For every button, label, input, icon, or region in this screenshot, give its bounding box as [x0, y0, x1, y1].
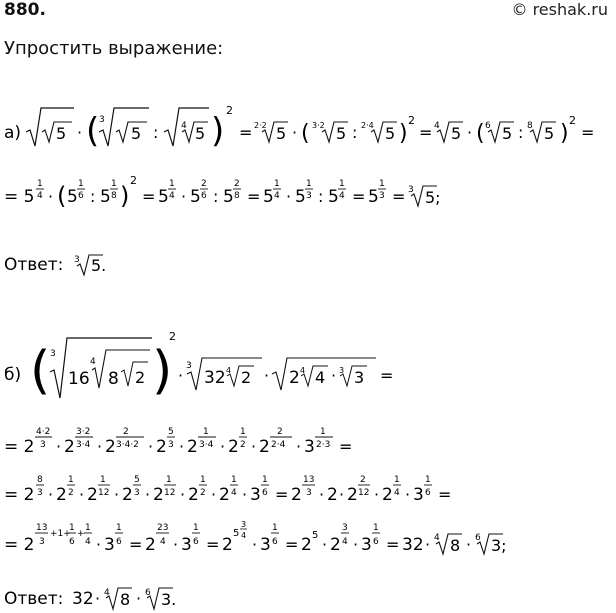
- svg-text:12: 12: [358, 488, 370, 498]
- svg-text:5: 5: [168, 427, 174, 437]
- svg-text:3: 3: [306, 488, 312, 498]
- svg-text:1: 1: [379, 179, 385, 189]
- svg-text:2: 2: [135, 368, 146, 387]
- svg-text:·: ·: [79, 485, 85, 504]
- svg-text:8: 8: [234, 191, 240, 201]
- svg-text:4: 4: [339, 191, 345, 201]
- svg-text:=: =: [386, 535, 400, 554]
- svg-text:1: 1: [320, 427, 326, 437]
- svg-text:4: 4: [434, 533, 440, 543]
- part-a-line-2: [4, 170, 614, 220]
- svg-text:3: 3: [74, 255, 80, 265]
- svg-text:·: ·: [178, 366, 184, 385]
- svg-text:·: ·: [181, 187, 187, 206]
- svg-text::: :: [213, 187, 219, 206]
- svg-text:): ): [399, 121, 408, 146]
- svg-text:3·4: 3·4: [199, 440, 214, 450]
- svg-text:=: =: [285, 535, 299, 554]
- svg-text:3: 3: [339, 366, 345, 375]
- svg-text:·: ·: [331, 366, 337, 385]
- svg-text:·: ·: [339, 485, 345, 504]
- svg-text::: :: [90, 187, 96, 206]
- svg-text:12: 12: [98, 488, 110, 498]
- svg-text:3: 3: [304, 437, 315, 457]
- svg-text:=: =: [392, 187, 406, 206]
- svg-text:13: 13: [36, 523, 48, 533]
- svg-text:3: 3: [306, 191, 312, 201]
- svg-text:2: 2: [240, 440, 246, 450]
- svg-text:4: 4: [226, 366, 232, 375]
- svg-text:2: 2: [219, 485, 230, 505]
- svg-text:2: 2: [408, 114, 415, 127]
- svg-text:= 2: = 2: [4, 437, 35, 457]
- svg-text:·: ·: [211, 485, 217, 504]
- svg-text:1: 1: [373, 523, 379, 533]
- svg-text:(: (: [30, 341, 51, 401]
- svg-text:3: 3: [408, 185, 414, 195]
- svg-text:2: 2: [289, 368, 300, 388]
- svg-text:5: 5: [368, 187, 379, 207]
- svg-text:·: ·: [319, 485, 325, 504]
- svg-text:5: 5: [451, 124, 462, 143]
- svg-text:5: 5: [502, 124, 513, 143]
- svg-text:(: (: [86, 111, 100, 151]
- svg-text:6: 6: [485, 121, 491, 131]
- svg-text:3·2: 3·2: [76, 427, 91, 437]
- svg-text:2: 2: [330, 535, 341, 555]
- svg-text:1: 1: [111, 179, 117, 189]
- svg-text:2: 2: [301, 535, 312, 555]
- svg-text:2·4: 2·4: [271, 440, 286, 450]
- svg-text:3: 3: [168, 440, 174, 450]
- svg-text:2: 2: [56, 485, 67, 505]
- part-b-line-3: [4, 466, 614, 516]
- svg-text:5: 5: [544, 124, 555, 143]
- part-b-line-4: [4, 514, 614, 566]
- svg-text:6: 6: [193, 537, 199, 547]
- svg-text:4: 4: [241, 531, 247, 540]
- svg-text:5: 5: [223, 187, 234, 207]
- svg-text:32: 32: [204, 368, 226, 388]
- svg-text:3: 3: [260, 535, 271, 555]
- svg-text:1: 1: [69, 523, 75, 533]
- svg-text:3.: 3.: [161, 590, 177, 609]
- svg-text:5: 5: [385, 124, 396, 143]
- svg-text:5: 5: [263, 187, 274, 207]
- svg-text:·: ·: [180, 485, 186, 504]
- svg-text:5: 5: [131, 124, 142, 143]
- svg-text:4: 4: [90, 357, 96, 367]
- svg-text:1: 1: [166, 475, 172, 485]
- svg-text:1: 1: [37, 179, 43, 189]
- svg-text:2: 2: [259, 437, 270, 457]
- svg-text:=: =: [247, 187, 261, 206]
- svg-text:5: 5: [233, 528, 240, 539]
- svg-text:= 5: = 5: [4, 187, 35, 207]
- svg-text:=: =: [352, 187, 366, 206]
- svg-text:6: 6: [262, 488, 268, 498]
- svg-text:5: 5: [67, 187, 78, 207]
- svg-text:4: 4: [274, 191, 280, 201]
- svg-text:·: ·: [466, 535, 472, 554]
- svg-text:6: 6: [272, 537, 278, 547]
- svg-text:2: 2: [277, 427, 283, 437]
- part-b-line-2: [4, 418, 614, 468]
- part-a-line-1: [4, 96, 614, 166]
- svg-text:32: 32: [72, 589, 94, 609]
- svg-text:б): б): [4, 365, 22, 385]
- svg-text:2·2: 2·2: [254, 121, 267, 130]
- svg-text:5: 5: [158, 187, 169, 207]
- svg-text:·: ·: [425, 535, 431, 554]
- svg-text:3: 3: [40, 440, 46, 450]
- svg-text:13: 13: [303, 475, 315, 485]
- svg-text:4: 4: [169, 191, 175, 201]
- svg-text:6: 6: [116, 537, 122, 547]
- svg-text:·: ·: [220, 437, 226, 456]
- svg-text:8: 8: [527, 121, 533, 131]
- svg-text:5: 5: [312, 530, 319, 541]
- svg-text:1: 1: [100, 475, 106, 485]
- svg-text:2: 2: [234, 179, 240, 189]
- svg-text:3·4·2: 3·4·2: [116, 440, 139, 450]
- svg-text:8: 8: [111, 191, 117, 201]
- svg-text:2: 2: [153, 485, 164, 505]
- svg-text:6: 6: [425, 488, 431, 498]
- svg-text:1: 1: [425, 475, 431, 485]
- svg-text:6: 6: [475, 533, 481, 543]
- svg-text:·: ·: [56, 437, 62, 456]
- svg-text:·: ·: [96, 535, 102, 554]
- svg-text:2: 2: [122, 485, 133, 505]
- svg-text:6: 6: [145, 588, 151, 598]
- svg-text:2: 2: [200, 488, 206, 498]
- svg-text:1: 1: [78, 179, 84, 189]
- svg-text:2: 2: [201, 179, 207, 189]
- svg-text:2: 2: [228, 437, 239, 457]
- svg-text:=: =: [380, 366, 394, 385]
- svg-text:): ): [152, 341, 173, 401]
- svg-text:·: ·: [48, 485, 54, 504]
- svg-text:·: ·: [173, 535, 179, 554]
- brand-watermark: © reshak.ru: [511, 0, 608, 19]
- svg-text:2: 2: [187, 437, 198, 457]
- svg-text:·: ·: [148, 437, 154, 456]
- svg-text:·: ·: [95, 589, 101, 608]
- svg-text:3: 3: [186, 361, 192, 371]
- svg-text:2: 2: [569, 114, 576, 127]
- svg-text:·: ·: [145, 485, 151, 504]
- svg-text:2: 2: [291, 485, 302, 505]
- svg-text:1: 1: [85, 523, 91, 533]
- svg-text:·: ·: [374, 485, 380, 504]
- svg-text:3: 3: [181, 535, 192, 555]
- svg-text:1: 1: [203, 427, 209, 437]
- svg-text:2: 2: [156, 437, 167, 457]
- svg-text:2: 2: [222, 535, 233, 555]
- svg-text:3: 3: [361, 535, 372, 555]
- svg-text:·: ·: [292, 123, 298, 142]
- svg-text:·: ·: [114, 485, 120, 504]
- svg-text:6: 6: [373, 537, 379, 547]
- svg-text:3: 3: [37, 488, 43, 498]
- svg-text:2·4: 2·4: [361, 121, 374, 130]
- svg-text:5;: 5;: [425, 188, 441, 207]
- svg-text::: :: [352, 123, 358, 142]
- svg-text:3: 3: [379, 191, 385, 201]
- svg-text:·: ·: [353, 535, 359, 554]
- svg-text:2: 2: [87, 485, 98, 505]
- svg-text:1: 1: [274, 179, 280, 189]
- svg-text:5: 5: [56, 124, 67, 143]
- svg-text:2: 2: [327, 485, 338, 505]
- svg-text:2: 2: [226, 104, 233, 117]
- svg-text:6: 6: [69, 537, 75, 547]
- svg-text:=: =: [206, 535, 220, 554]
- task-title: Упростить выражение:: [4, 38, 224, 59]
- svg-text:4: 4: [37, 191, 43, 201]
- svg-text:2: 2: [105, 437, 116, 457]
- svg-text::: :: [153, 123, 159, 142]
- part-b-answer: [4, 582, 304, 612]
- svg-text:2: 2: [64, 437, 75, 457]
- svg-text:2: 2: [347, 485, 358, 505]
- svg-text:(: (: [476, 121, 485, 146]
- svg-text:2: 2: [360, 475, 366, 485]
- svg-text:·: ·: [97, 437, 103, 456]
- svg-text:4: 4: [394, 488, 400, 498]
- svg-text:1: 1: [169, 179, 175, 189]
- svg-text:Ответ:: Ответ:: [4, 255, 64, 275]
- svg-text:=: =: [339, 437, 353, 456]
- svg-text:·: ·: [405, 485, 411, 504]
- svg-text:·: ·: [296, 437, 302, 456]
- svg-text:1: 1: [240, 427, 246, 437]
- svg-text:4: 4: [315, 368, 326, 387]
- svg-text:4: 4: [104, 588, 110, 598]
- svg-text:2: 2: [68, 488, 74, 498]
- svg-text:=: =: [581, 123, 595, 142]
- svg-text:4: 4: [231, 488, 237, 498]
- svg-text:3: 3: [104, 535, 115, 555]
- svg-text:5: 5: [190, 187, 201, 207]
- svg-text:2: 2: [130, 174, 137, 187]
- svg-text:1: 1: [116, 523, 122, 533]
- svg-text:·: ·: [179, 437, 185, 456]
- svg-text:4: 4: [85, 537, 91, 547]
- svg-text:2: 2: [169, 330, 176, 343]
- svg-text:1: 1: [68, 475, 74, 485]
- svg-text:Ответ:: Ответ:: [4, 589, 64, 609]
- svg-text:3: 3: [99, 115, 105, 125]
- svg-text:=: =: [142, 187, 156, 206]
- svg-text:= 2: = 2: [4, 535, 35, 555]
- svg-text:·: ·: [252, 535, 258, 554]
- svg-text:·: ·: [48, 187, 54, 206]
- svg-text:8: 8: [37, 475, 43, 485]
- svg-text:3: 3: [50, 349, 56, 359]
- svg-text:16: 16: [68, 369, 90, 389]
- svg-text:1: 1: [193, 523, 199, 533]
- svg-text:2: 2: [241, 368, 252, 387]
- svg-text:1: 1: [200, 475, 206, 485]
- svg-text:23: 23: [157, 523, 169, 533]
- svg-text:=: =: [239, 123, 253, 142]
- svg-text:4: 4: [434, 121, 440, 131]
- svg-text:1: 1: [306, 179, 312, 189]
- svg-text:·: ·: [251, 437, 257, 456]
- svg-text:1: 1: [272, 523, 278, 533]
- svg-text:8: 8: [450, 536, 461, 555]
- svg-text:8: 8: [108, 369, 119, 389]
- svg-text:(: (: [301, 121, 310, 146]
- svg-text:5: 5: [134, 475, 140, 485]
- svg-text:1: 1: [231, 475, 237, 485]
- svg-text:3: 3: [241, 520, 247, 529]
- svg-text:1: 1: [394, 475, 400, 485]
- svg-text:= 2: = 2: [4, 485, 35, 505]
- svg-text:5: 5: [295, 187, 306, 207]
- svg-text:(: (: [57, 182, 67, 210]
- svg-text:5: 5: [195, 124, 206, 143]
- svg-text:+: +: [77, 529, 85, 539]
- svg-text:4·2: 4·2: [36, 427, 51, 437]
- svg-text:·: ·: [242, 485, 248, 504]
- svg-text:2·3: 2·3: [316, 440, 331, 450]
- svg-text:а): а): [4, 123, 22, 143]
- svg-text:2: 2: [145, 535, 156, 555]
- svg-text:1: 1: [339, 179, 345, 189]
- svg-text:1: 1: [262, 475, 268, 485]
- svg-text:12: 12: [164, 488, 176, 498]
- svg-text:8: 8: [120, 590, 131, 609]
- svg-text:=: =: [419, 123, 433, 142]
- svg-text:4: 4: [160, 537, 166, 547]
- svg-text:4: 4: [342, 537, 348, 547]
- svg-text::: :: [518, 123, 524, 142]
- svg-text:3: 3: [250, 485, 261, 505]
- svg-text:32: 32: [402, 535, 424, 555]
- svg-text:·: ·: [77, 123, 83, 142]
- svg-text:6: 6: [78, 191, 84, 201]
- svg-text:3: 3: [134, 488, 140, 498]
- svg-text:): ): [560, 121, 569, 146]
- svg-text:5: 5: [328, 187, 339, 207]
- part-a-answer: [4, 250, 304, 280]
- svg-text:·: ·: [467, 123, 473, 142]
- svg-text:=: =: [438, 485, 452, 504]
- svg-text:4: 4: [181, 121, 187, 131]
- svg-text:·: ·: [136, 589, 142, 608]
- svg-text:6: 6: [201, 191, 207, 201]
- svg-text:): ): [211, 111, 225, 151]
- svg-text:4: 4: [300, 366, 306, 375]
- part-b-line-1: [4, 328, 614, 408]
- svg-text:3;: 3;: [491, 536, 507, 555]
- problem-number: 880.: [4, 0, 46, 20]
- svg-text:3: 3: [354, 368, 365, 387]
- svg-text:·: ·: [286, 187, 292, 206]
- svg-text:5: 5: [276, 124, 287, 143]
- svg-text:3·4: 3·4: [76, 440, 91, 450]
- svg-text:5: 5: [100, 187, 111, 207]
- svg-text:3: 3: [342, 523, 348, 533]
- svg-text:5.: 5.: [91, 256, 107, 275]
- svg-text:·: ·: [264, 366, 270, 385]
- svg-text:+1+: +1+: [50, 529, 71, 539]
- svg-text:3: 3: [39, 537, 45, 547]
- svg-text:2: 2: [382, 485, 393, 505]
- svg-text:3: 3: [413, 485, 424, 505]
- svg-text:2: 2: [188, 485, 199, 505]
- svg-text:=: =: [275, 485, 289, 504]
- svg-text:=: =: [129, 535, 143, 554]
- svg-text::: :: [318, 187, 324, 206]
- svg-text:2: 2: [123, 427, 129, 437]
- svg-text:3·2: 3·2: [312, 121, 325, 130]
- svg-text:): ): [120, 182, 130, 210]
- svg-text:5: 5: [336, 124, 347, 143]
- svg-text:·: ·: [322, 535, 328, 554]
